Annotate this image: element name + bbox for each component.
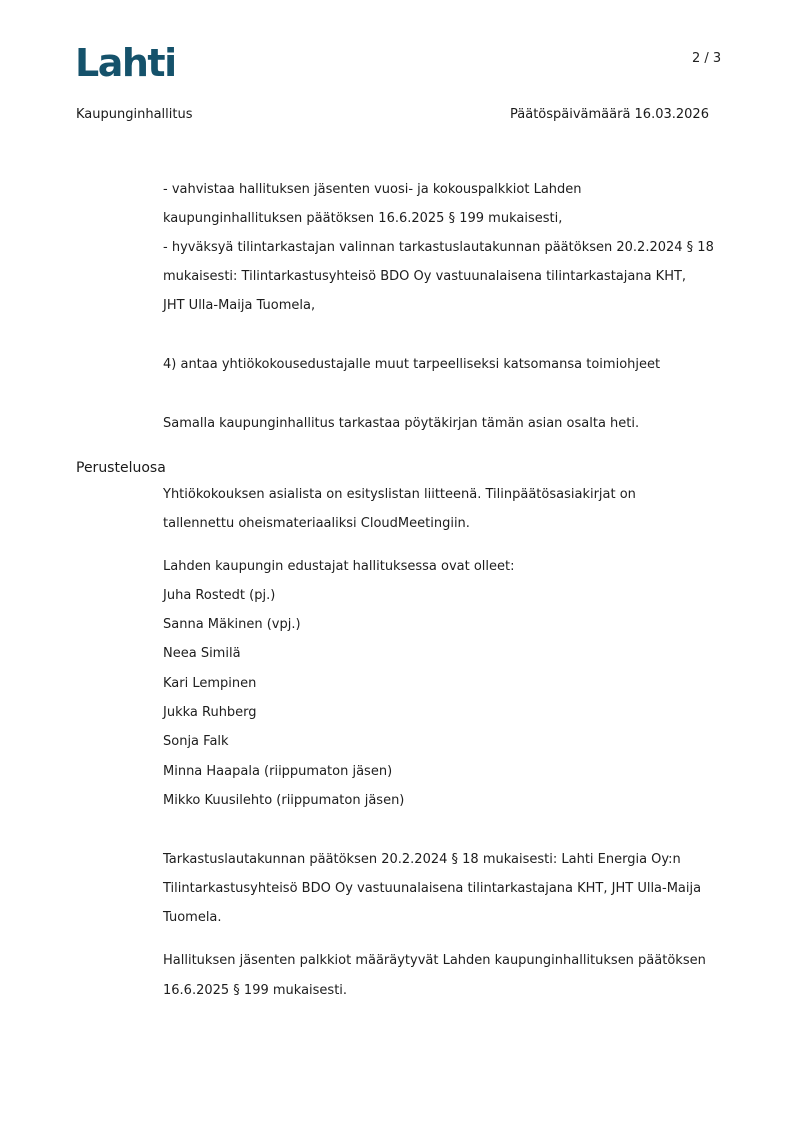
text-line: 4) antaa yhtiökokousedustajalle muut tarpeelliseksi katsomansa toimiohjeet — [163, 357, 661, 372]
text-line: mukaisesti: Tilintarkastusyhteisö BDO Oy vastuunalaisena tilintarkastajana KHT, — [163, 269, 687, 284]
text-line: - hyväksyä tilintarkastajan valinnan tarkastuslautakunnan päätöksen 20.2.2024 § 18 — [163, 240, 714, 255]
member-name: Minna Haapala (riippumaton jäsen) — [163, 764, 393, 779]
text-line: Tuomela. — [163, 910, 222, 925]
text-line: - vahvistaa hallituksen jäsenten vuosi- ja kokouspalkkiot Lahden — [163, 182, 582, 197]
section-heading-perusteluosa: Perusteluosa — [76, 460, 166, 476]
page-number: 2 / 3 — [692, 51, 722, 66]
text-line: Tarkastuslautakunnan päätöksen 20.2.2024 § 18 mukaisesti: Lahti Energia Oy:n — [163, 852, 681, 867]
member-name: Sonja Falk — [163, 734, 229, 749]
text-line: Tilintarkastusyhteisö BDO Oy vastuunalaisena tilintarkastajana KHT, JHT Ulla-Maija — [163, 881, 702, 896]
member-name: Neea Similä — [163, 646, 241, 661]
decision-date: Päätöspäivämäärä 16.03.2026 — [510, 107, 709, 122]
member-name: Juha Rostedt (pj.) — [163, 588, 276, 603]
text-line: Yhtiökokouksen asialista on esityslistan liitteenä. Tilinpäätösasiakirjat on — [163, 487, 636, 502]
lahti-logo: Lahti — [75, 41, 176, 85]
member-name: Mikko Kuusilehto (riippumaton jäsen) — [163, 793, 405, 808]
text-line: JHT Ulla-Maija Tuomela, — [163, 298, 316, 313]
text-line: kaupunginhallituksen päätöksen 16.6.2025 § 199 mukaisesti, — [163, 211, 563, 226]
member-name: Jukka Ruhberg — [163, 705, 257, 720]
text-line: tallennettu oheismateriaaliksi CloudMeetingiin. — [163, 516, 470, 531]
organization-name: Kaupunginhallitus — [76, 107, 193, 122]
member-name: Sanna Mäkinen (vpj.) — [163, 617, 301, 632]
text-line: Samalla kaupunginhallitus tarkastaa pöytäkirjan tämän asian osalta heti. — [163, 416, 640, 431]
text-line: 16.6.2025 § 199 mukaisesti. — [163, 983, 348, 998]
text-line: Hallituksen jäsenten palkkiot määräytyvät Lahden kaupunginhallituksen päätöksen — [163, 953, 706, 968]
text-line: Lahden kaupungin edustajat hallituksessa ovat olleet: — [163, 559, 515, 574]
member-name: Kari Lempinen — [163, 676, 257, 691]
